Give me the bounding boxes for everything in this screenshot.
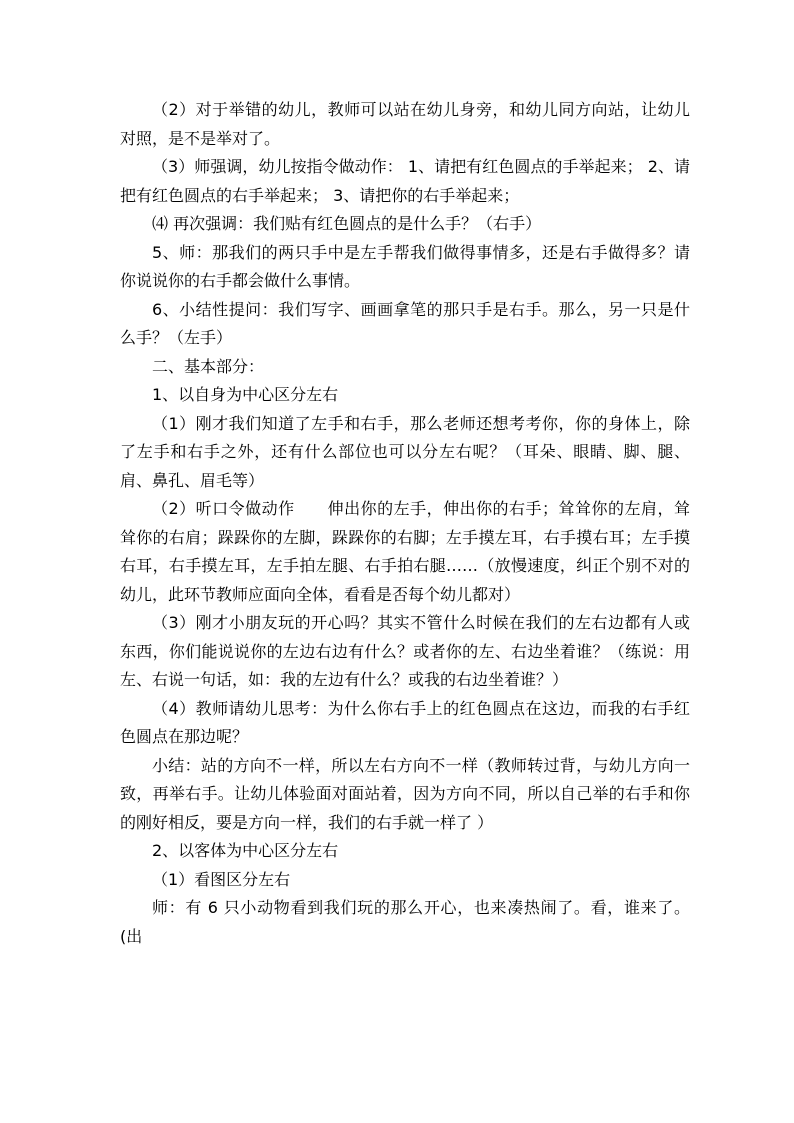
paragraph-15: 师：有 6 只小动物看到我们玩的那么开心，也来凑热闹了。看，谁来了。(出: [120, 898, 690, 946]
subsection-heading-2: 2、以客体为中心区分左右: [152, 841, 339, 860]
paragraph-5: 6、小结性提问：我们写字、画画拿笔的那只手是右手。那么，另一只是什么手？（左手）: [120, 299, 690, 347]
paragraph-9: （2）听口令做动作 伸出你的左手，伸出你的右手；耸耸你的左肩，耸耸你的右肩；跺跺你的左脚，跺跺你的右脚；左手摸左耳，右手摸右耳；左手摸右耳，右手摸左耳，左手拍左腿、右手拍右腿……（放慢速度，纠正个别不对的幼儿，此环节教师应面向全体，看看是否每个幼儿都对）: [120, 499, 690, 604]
paragraph-10: （3）刚才小朋友玩的开心吗？其实不管什么时候在我们的左右边都有人或东西，你们能说说你的左边右边有什么？或者你的左、右边坐着谁？（练说：用左、右说一句话，如：我的左边有什么？或我的右边坐着谁？）: [120, 613, 690, 689]
paragraph-3: ⑷ 再次强调：我们贴有红色圆点的是什么手？（右手）: [152, 214, 542, 233]
paragraph-11: （4）教师请幼儿思考：为什么你右手上的红色圆点在这边，而我的右手红色圆点在那边呢？: [120, 698, 690, 746]
paragraph-14: （1）看图区分左右: [152, 869, 291, 889]
paragraph-2: （3）师强调，幼儿按指令做动作： 1、请把有红色圆点的手举起来； 2、请把有红色圆点的右手举起来； 3、请把你的右手举起来；: [120, 157, 690, 205]
paragraph-8: （1）刚才我们知道了左手和右手，那么老师还想考考你，你的身体上，除了左手和右手之外，还有什么部位也可以分左右呢？（耳朵、眼睛、脚、腿、肩、鼻孔、眉毛等）: [120, 413, 690, 490]
paragraph-4: 5、师：那我们的两只手中是左手帮我们做得事情多，还是右手做得多？请你说说你的右手都会做什么事情。: [120, 242, 690, 290]
summary-paragraph: 小结：站的方向不一样，所以左右方向不一样（教师转过背，与幼儿方向一致，再举右手。让幼儿体验面对面站着，因为方向不同，所以自己举的右手和你的刚好相反，要是方向一样，我们的右手就一样了 ）: [120, 755, 690, 832]
section-heading: 二、基本部分：: [152, 356, 265, 376]
paragraph-1: （2）对于举错的幼儿，教师可以站在幼儿身旁，和幼儿同方向站，让幼儿对照，是不是举对了。: [120, 100, 690, 148]
document-body: [120, 96, 690, 951]
subsection-heading-1: 1、以自身为中心区分左右: [152, 385, 339, 404]
